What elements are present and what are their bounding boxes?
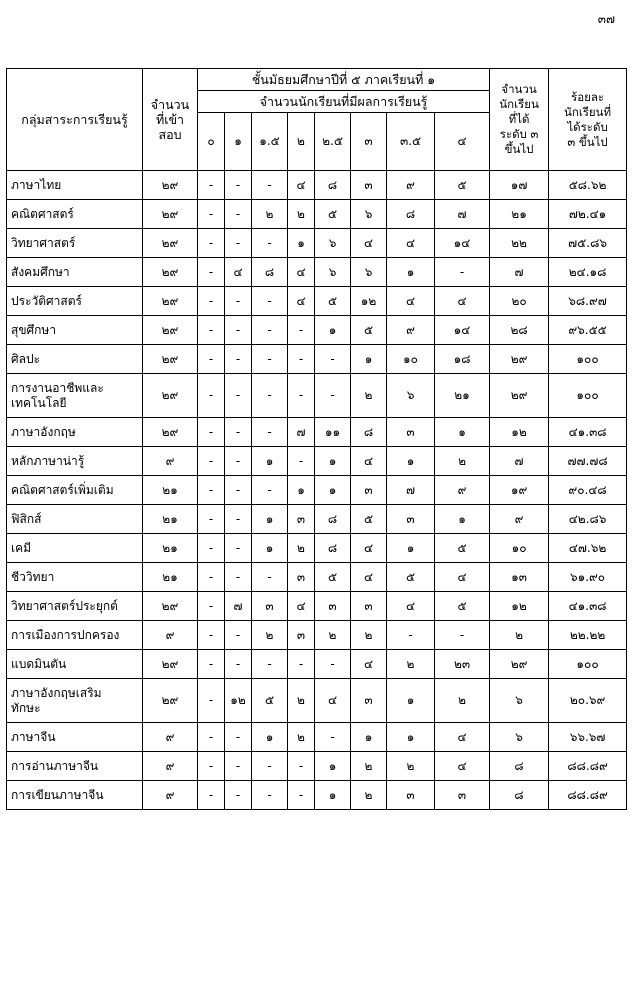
grade-count-cell: - (198, 781, 225, 810)
count-level3-cell: ๒๙ (490, 650, 549, 679)
grade-count-cell: ๗ (387, 476, 435, 505)
grade-count-cell: - (198, 679, 225, 723)
grade-count-cell: ๘ (252, 258, 288, 287)
subject-cell: การอ่านภาษาจีน (7, 752, 143, 781)
grade-count-cell: ๗ (435, 200, 490, 229)
num-taking-cell: ๒๙ (143, 200, 198, 229)
count-level3-cell: ๑๒ (490, 418, 549, 447)
grade-count-cell: ๕ (351, 505, 387, 534)
grade-count-cell: ๔ (435, 287, 490, 316)
grade-count-cell: ๕ (387, 563, 435, 592)
percent-level3-cell: ๖๑.๙๐ (549, 563, 627, 592)
grade-count-cell: - (225, 345, 252, 374)
count-level3-cell: ๑๗ (490, 171, 549, 200)
grade-count-cell: - (198, 505, 225, 534)
grade-count-cell: - (315, 650, 351, 679)
grade-count-cell: ๖ (315, 229, 351, 258)
grade-count-cell: ๖ (315, 258, 351, 287)
table-row (7, 505, 627, 534)
percent-level3-cell: ๒๒.๒๒ (549, 621, 627, 650)
grade-count-cell: - (225, 476, 252, 505)
grade-count-cell: ๑ (315, 752, 351, 781)
table-row (7, 592, 627, 621)
grade-count-cell: ๑ (435, 418, 490, 447)
num-taking-cell: ๒๙ (143, 316, 198, 345)
table-row (7, 418, 627, 447)
grade-count-cell: ๒ (288, 200, 315, 229)
grade-count-cell: - (198, 563, 225, 592)
grade-count-cell: ๑๘ (435, 345, 490, 374)
grade-count-cell: - (225, 650, 252, 679)
grade-count-cell: ๔ (435, 563, 490, 592)
grade-count-cell: ๒ (435, 679, 490, 723)
count-level3-cell: ๘ (490, 752, 549, 781)
table-header (7, 69, 627, 171)
num-taking-cell: ๒๙ (143, 287, 198, 316)
table-row (7, 229, 627, 258)
grade-count-cell: ๔ (288, 287, 315, 316)
grade-count-cell: - (435, 258, 490, 287)
subject-cell: ภาษาไทย (7, 171, 143, 200)
subject-cell: วิทยาศาสตร์ประยุกต์ (7, 592, 143, 621)
grade-count-cell: ๕ (315, 200, 351, 229)
subject-cell: ศิลปะ (7, 345, 143, 374)
grade-count-cell: - (225, 534, 252, 563)
grade-count-cell: ๒ (315, 621, 351, 650)
percent-level3-cell: ๒๐.๖๙ (549, 679, 627, 723)
grade-count-cell: - (288, 345, 315, 374)
subject-cell: สุขศึกษา (7, 316, 143, 345)
subject-cell: ภาษาจีน (7, 723, 143, 752)
grade-count-cell: ๕ (435, 171, 490, 200)
grade-count-cell: - (225, 752, 252, 781)
grade-header-cell: ๑.๕ (252, 113, 288, 171)
grade-count-cell: ๔ (387, 592, 435, 621)
percent-level3-cell: ๙๖.๕๕ (549, 316, 627, 345)
table-row (7, 723, 627, 752)
grade-count-cell: ๓ (351, 679, 387, 723)
grade-count-cell: ๑ (252, 723, 288, 752)
grade-count-cell: - (198, 621, 225, 650)
count-level3-cell: ๑๒ (490, 592, 549, 621)
subject-cell: หลักภาษาน่ารู้ (7, 447, 143, 476)
grade-count-cell: ๙ (387, 171, 435, 200)
grade-count-cell: ๓ (435, 781, 490, 810)
percent-level3-cell: ๗๕.๘๖ (549, 229, 627, 258)
grade-count-cell: - (288, 447, 315, 476)
count-level3-cell: ๒ (490, 621, 549, 650)
grade-count-cell: ๒๑ (435, 374, 490, 418)
grade-count-cell: ๒ (288, 534, 315, 563)
grade-count-cell: ๒ (351, 781, 387, 810)
num-taking-cell: ๒๙ (143, 374, 198, 418)
grade-count-cell: ๑๐ (387, 345, 435, 374)
grade-count-cell: ๑ (387, 258, 435, 287)
grade-header-cell: ๓.๕ (387, 113, 435, 171)
grade-header-cell: ๒ (288, 113, 315, 171)
grade-count-cell: ๖ (351, 258, 387, 287)
grade-count-cell: - (225, 316, 252, 345)
grade-count-cell: - (198, 258, 225, 287)
grade-count-cell: ๔ (351, 563, 387, 592)
num-taking-header: จำนวน ที่เข้า สอบ (143, 69, 198, 171)
table-row (7, 287, 627, 316)
grade-count-cell: - (252, 781, 288, 810)
grade-header-cell: ๒.๕ (315, 113, 351, 171)
grade-count-cell: ๑ (387, 723, 435, 752)
grade-count-cell: ๓ (351, 171, 387, 200)
percent-level3-cell: ๖๘.๙๗ (549, 287, 627, 316)
grade-count-cell: ๑ (315, 447, 351, 476)
count-level3-cell: ๒๑ (490, 200, 549, 229)
table-body (7, 171, 627, 810)
grade-count-cell: ๕ (315, 563, 351, 592)
grade-header-cell: ๔ (435, 113, 490, 171)
count-level3-cell: ๑๐ (490, 534, 549, 563)
count-level3-cell: ๒๘ (490, 316, 549, 345)
table-row (7, 534, 627, 563)
grade-count-cell: ๘ (315, 171, 351, 200)
grade-count-cell: ๒ (387, 752, 435, 781)
subject-cell: คณิตศาสตร์เพิ่มเติม (7, 476, 143, 505)
grade-count-cell: ๑๔ (435, 229, 490, 258)
grade-count-cell: ๒ (288, 723, 315, 752)
grade-count-cell: - (288, 650, 315, 679)
grade-count-cell: ๕ (252, 679, 288, 723)
grade-count-cell: ๓ (387, 781, 435, 810)
grade-count-cell: ๑๑ (315, 418, 351, 447)
grade-count-cell: ๘ (315, 505, 351, 534)
percent-level3-cell: ๑๐๐ (549, 374, 627, 418)
grade-count-cell: ๑ (387, 447, 435, 476)
table-row (7, 447, 627, 476)
grade-count-cell: ๑ (351, 723, 387, 752)
subject-group-header: กลุ่มสาระการเรียนรู้ (7, 69, 143, 171)
grade-count-cell: - (315, 723, 351, 752)
subject-cell: ฟิสิกส์ (7, 505, 143, 534)
grade-count-cell: - (252, 229, 288, 258)
grade-count-cell: - (225, 505, 252, 534)
percent-level3-cell: ๘๘.๘๙ (549, 752, 627, 781)
grade-count-cell: - (198, 171, 225, 200)
table-row (7, 171, 627, 200)
count-level3-cell: ๒๙ (490, 374, 549, 418)
page-number: ๓๗ (597, 12, 615, 26)
grade-count-cell: - (198, 229, 225, 258)
grade-count-cell: - (225, 229, 252, 258)
percent-level3-cell: ๑๐๐ (549, 345, 627, 374)
grade-count-cell: ๕ (351, 316, 387, 345)
table-row (7, 679, 627, 723)
percent-level3-cell: ๔๗.๖๒ (549, 534, 627, 563)
grade-count-cell: ๓ (288, 505, 315, 534)
grade-count-cell: ๘ (351, 418, 387, 447)
table-row (7, 200, 627, 229)
num-taking-cell: ๙ (143, 781, 198, 810)
grade-count-cell: - (252, 476, 288, 505)
grade-count-cell: ๑ (351, 345, 387, 374)
grade-count-cell: ๒ (387, 650, 435, 679)
grade-count-cell: ๖ (351, 200, 387, 229)
grade-count-cell: - (252, 418, 288, 447)
count-level3-cell: ๑๓ (490, 563, 549, 592)
num-taking-cell: ๒๙ (143, 345, 198, 374)
grade-count-cell: ๕ (435, 592, 490, 621)
grade-count-cell: ๓ (387, 418, 435, 447)
num-taking-cell: ๒๑ (143, 534, 198, 563)
grade-count-cell: - (198, 723, 225, 752)
subject-cell: เคมี (7, 534, 143, 563)
percent-level3-cell: ๖๖.๖๗ (549, 723, 627, 752)
grade-count-cell: ๒ (351, 374, 387, 418)
table-row (7, 650, 627, 679)
grade-count-cell: ๑ (288, 229, 315, 258)
grade-count-cell: ๓ (351, 592, 387, 621)
percent-level3-cell: ๗๒.๔๑ (549, 200, 627, 229)
grade-count-cell: ๓ (288, 621, 315, 650)
percent-level3-cell: ๒๔.๑๘ (549, 258, 627, 287)
grade-count-cell: - (252, 650, 288, 679)
grade-header-cell: ๑ (225, 113, 252, 171)
grade-count-cell: - (225, 781, 252, 810)
table-row (7, 476, 627, 505)
subject-cell: คณิตศาสตร์ (7, 200, 143, 229)
grade-count-cell: ๔ (351, 534, 387, 563)
grade-count-cell: - (225, 171, 252, 200)
grade-count-cell: ๔ (288, 171, 315, 200)
percent-level3-cell: ๔๑.๓๘ (549, 418, 627, 447)
grade-count-cell: ๑ (435, 505, 490, 534)
subject-cell: การงานอาชีพและ เทคโนโลยี (7, 374, 143, 418)
grade-count-cell: - (252, 374, 288, 418)
table-row (7, 781, 627, 810)
num-taking-cell: ๒๑ (143, 563, 198, 592)
count-level3-cell: ๘ (490, 781, 549, 810)
count-level3-cell: ๙ (490, 505, 549, 534)
grade-count-cell: ๒๓ (435, 650, 490, 679)
count-level3-cell: ๒๙ (490, 345, 549, 374)
grade-count-cell: ๔ (225, 258, 252, 287)
count-level3-cell: ๑๙ (490, 476, 549, 505)
subject-cell: ภาษาอังกฤษ (7, 418, 143, 447)
count-level3-cell: ๖ (490, 679, 549, 723)
grade-count-cell: - (315, 345, 351, 374)
grade-count-cell: - (288, 752, 315, 781)
grade-count-cell: - (387, 621, 435, 650)
grade-count-cell: - (252, 563, 288, 592)
percent-level3-cell: ๑๐๐ (549, 650, 627, 679)
num-taking-cell: ๒๙ (143, 650, 198, 679)
grade-count-cell: ๑ (315, 476, 351, 505)
grade-count-cell: ๒ (288, 679, 315, 723)
grade-count-cell: ๒ (252, 200, 288, 229)
subject-cell: ประวัติศาสตร์ (7, 287, 143, 316)
grade-count-cell: ๑ (315, 316, 351, 345)
grade-count-cell: - (252, 345, 288, 374)
grade-count-cell: - (198, 650, 225, 679)
num-taking-cell: ๒๙ (143, 258, 198, 287)
percent-level3-header: ร้อยละ นักเรียนที่ ได้ระดับ ๓ ขึ้นไป (549, 69, 627, 171)
num-with-result-header: จำนวนนักเรียนที่มีผลการเรียนรู้ (198, 91, 490, 113)
table-row (7, 374, 627, 418)
grade-count-cell: ๑๒ (351, 287, 387, 316)
grade-count-cell: ๓ (387, 505, 435, 534)
grade-count-cell: ๒ (252, 621, 288, 650)
grade-count-cell: - (225, 200, 252, 229)
percent-level3-cell: ๘๘.๘๙ (549, 781, 627, 810)
grade-header-cell: ๐ (198, 113, 225, 171)
grade-count-cell: ๒ (351, 621, 387, 650)
grade-count-cell: - (225, 374, 252, 418)
grade-count-cell: ๘ (387, 200, 435, 229)
percent-level3-cell: ๗๗.๗๘ (549, 447, 627, 476)
subject-cell: การเขียนภาษาจีน (7, 781, 143, 810)
grade-count-cell: - (198, 345, 225, 374)
grade-count-cell: ๑ (288, 476, 315, 505)
grade-count-cell: ๗ (288, 418, 315, 447)
grade-count-cell: - (288, 374, 315, 418)
grade-count-cell: ๔ (288, 258, 315, 287)
grade-count-cell: ๓ (288, 563, 315, 592)
grade-count-cell: ๙ (387, 316, 435, 345)
grade-count-cell: ๑ (387, 534, 435, 563)
level-semester-header: ชั้นมัธยมศึกษาปีที่ ๕ ภาคเรียนที่ ๑ (198, 69, 490, 91)
count-level3-cell: ๖ (490, 723, 549, 752)
grade-count-cell: - (225, 621, 252, 650)
count-level3-cell: ๗ (490, 258, 549, 287)
grade-count-cell: ๑ (252, 534, 288, 563)
grade-count-cell: - (198, 752, 225, 781)
grade-count-cell: ๓ (315, 592, 351, 621)
grade-count-cell: ๔ (435, 752, 490, 781)
grade-count-cell: ๒ (435, 447, 490, 476)
table-row (7, 563, 627, 592)
grade-count-cell: ๕ (315, 287, 351, 316)
grade-count-cell: ๑ (252, 505, 288, 534)
subject-cell: ภาษาอังกฤษเสริม ทักษะ (7, 679, 143, 723)
grade-count-cell: ๙ (435, 476, 490, 505)
grade-count-cell: ๔ (315, 679, 351, 723)
subject-cell: แบดมินตัน (7, 650, 143, 679)
grade-count-cell: - (198, 447, 225, 476)
count-level3-cell: ๒๐ (490, 287, 549, 316)
grade-count-cell: ๔ (351, 447, 387, 476)
num-taking-cell: ๒๙ (143, 418, 198, 447)
grade-count-cell: - (252, 287, 288, 316)
num-taking-cell: ๒๑ (143, 476, 198, 505)
percent-level3-cell: ๙๐.๔๘ (549, 476, 627, 505)
grade-count-cell: ๓ (351, 476, 387, 505)
grade-count-cell: - (198, 200, 225, 229)
grade-count-cell: ๔ (351, 229, 387, 258)
table-row (7, 345, 627, 374)
percent-level3-cell: ๔๒.๘๖ (549, 505, 627, 534)
grade-count-cell: ๔ (387, 287, 435, 316)
count-level3-cell: ๗ (490, 447, 549, 476)
subject-cell: วิทยาศาสตร์ (7, 229, 143, 258)
grade-count-cell: - (225, 723, 252, 752)
grade-count-cell: ๑ (387, 679, 435, 723)
grade-count-cell: ๑ (252, 447, 288, 476)
grade-count-cell: - (288, 781, 315, 810)
grade-count-cell: - (252, 752, 288, 781)
grade-count-cell: - (315, 374, 351, 418)
grade-count-cell: - (198, 287, 225, 316)
num-taking-cell: ๒๙ (143, 171, 198, 200)
subject-cell: สังคมศึกษา (7, 258, 143, 287)
num-taking-cell: ๙ (143, 752, 198, 781)
grade-count-cell: - (198, 316, 225, 345)
num-taking-cell: ๙ (143, 723, 198, 752)
grade-count-cell: ๑ (315, 781, 351, 810)
percent-level3-cell: ๔๑.๓๘ (549, 592, 627, 621)
count-level3-header: จำนวน นักเรียน ที่ได้ ระดับ ๓ ขึ้นไป (490, 69, 549, 171)
grade-count-cell: - (198, 418, 225, 447)
grade-count-cell: - (435, 621, 490, 650)
grade-count-cell: - (252, 171, 288, 200)
grade-count-cell: - (225, 287, 252, 316)
grade-count-cell: - (198, 592, 225, 621)
grade-count-cell: ๓ (252, 592, 288, 621)
num-taking-cell: ๒๑ (143, 505, 198, 534)
count-level3-cell: ๒๒ (490, 229, 549, 258)
grade-count-cell: ๔ (288, 592, 315, 621)
grade-count-cell: ๔ (351, 650, 387, 679)
grade-count-cell: - (198, 476, 225, 505)
grade-count-cell: ๒ (351, 752, 387, 781)
grade-count-cell: ๔ (435, 723, 490, 752)
grade-count-cell: ๖ (387, 374, 435, 418)
table-row (7, 258, 627, 287)
grade-count-cell: ๘ (315, 534, 351, 563)
grade-header-cell: ๓ (351, 113, 387, 171)
grade-count-cell: ๑๒ (225, 679, 252, 723)
num-taking-cell: ๙ (143, 447, 198, 476)
table-row (7, 316, 627, 345)
grade-count-cell: - (198, 534, 225, 563)
num-taking-cell: ๙ (143, 621, 198, 650)
table-row (7, 621, 627, 650)
grade-count-cell: ๔ (387, 229, 435, 258)
num-taking-cell: ๒๙ (143, 229, 198, 258)
subject-cell: ชีววิทยา (7, 563, 143, 592)
grade-count-cell: - (198, 374, 225, 418)
num-taking-cell: ๒๙ (143, 592, 198, 621)
grade-count-cell: ๗ (225, 592, 252, 621)
grade-count-cell: - (225, 418, 252, 447)
grade-count-cell: - (252, 316, 288, 345)
grade-results-table (6, 68, 627, 810)
subject-cell: การเมืองการปกครอง (7, 621, 143, 650)
table-row (7, 752, 627, 781)
grade-count-cell: ๕ (435, 534, 490, 563)
grade-count-cell: - (225, 563, 252, 592)
grade-count-cell: ๑๔ (435, 316, 490, 345)
percent-level3-cell: ๕๘.๖๒ (549, 171, 627, 200)
grade-count-cell: - (225, 447, 252, 476)
grade-count-cell: - (288, 316, 315, 345)
num-taking-cell: ๒๙ (143, 679, 198, 723)
